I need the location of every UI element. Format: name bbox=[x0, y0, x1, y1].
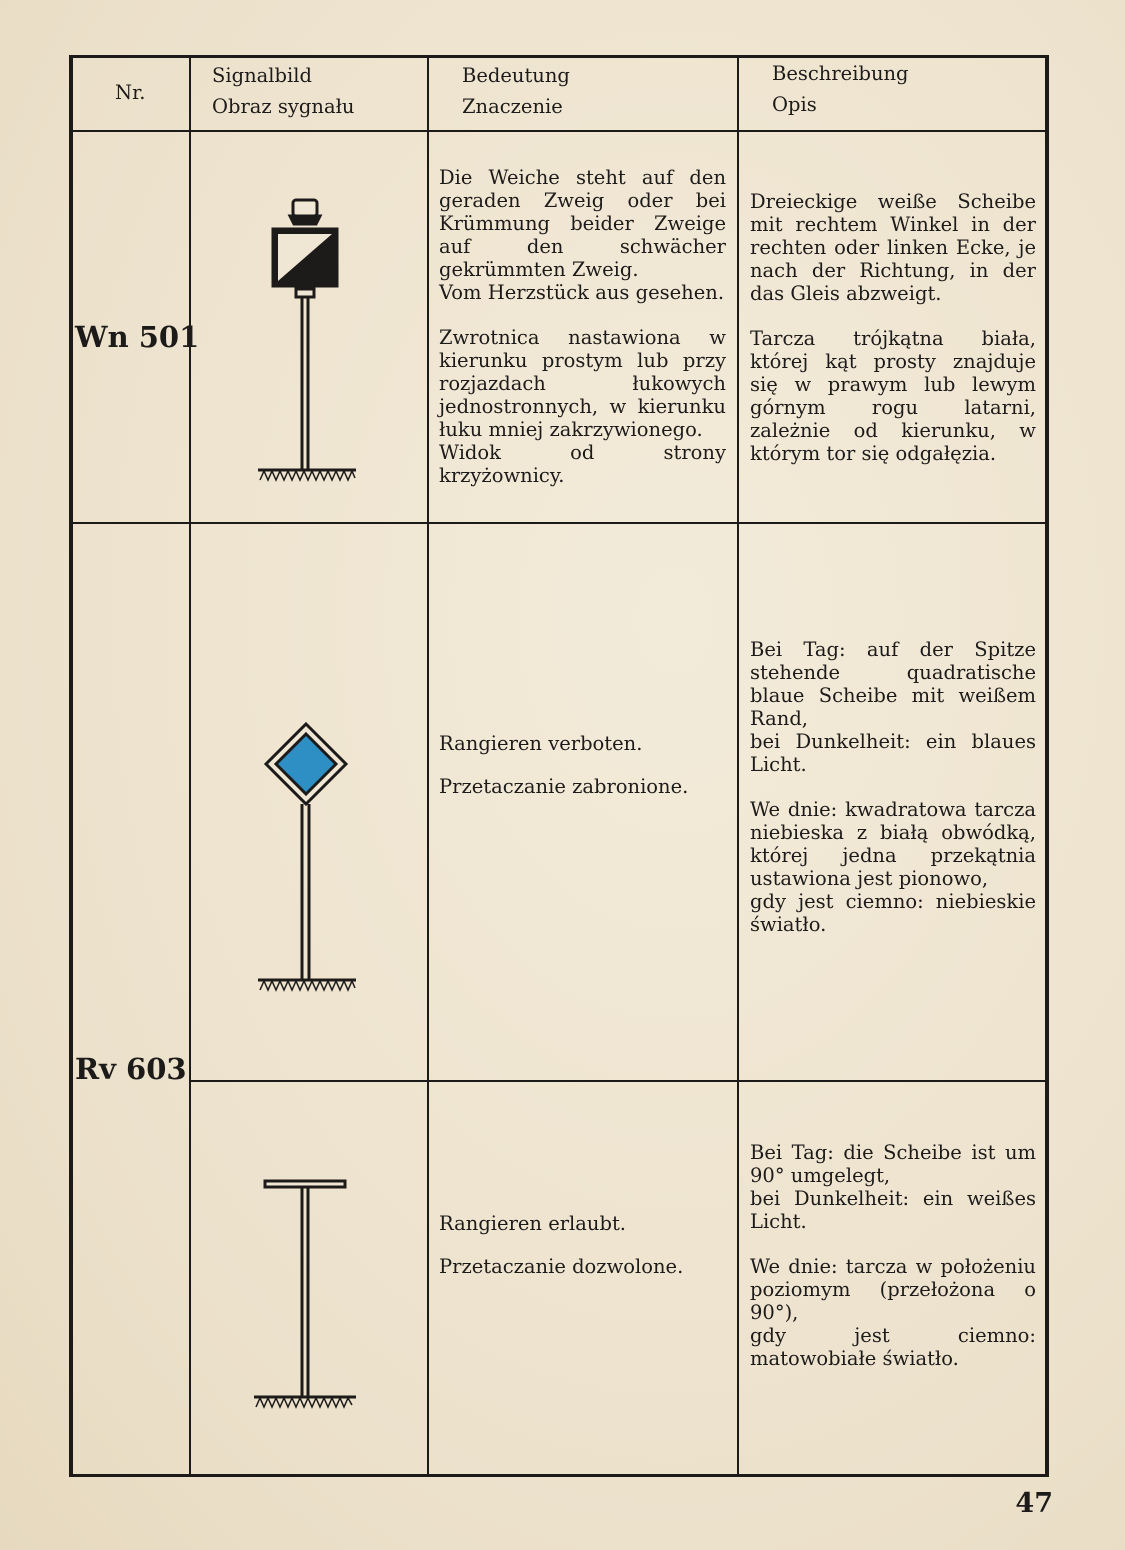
header-signalbild-de: Signalbild bbox=[212, 64, 312, 87]
row1-bedeutung-pl: Zwrotnica nastawiona w kierunku prostym lub przy rozjazdach łukowych jednostronnych, w kierunku łuku mniej zakrzywionego. Widok od strony krzyżownicy. bbox=[439, 326, 726, 487]
row-label-rv603: Rv 603 bbox=[75, 1052, 187, 1086]
row-divider-1 bbox=[73, 522, 1045, 524]
header-beschreibung-de: Beschreibung bbox=[772, 62, 909, 85]
row3-beschreibung bbox=[750, 1141, 1036, 1370]
header-nr: Nr. bbox=[115, 81, 146, 104]
row3-bedeutung-de: Rangieren erlaubt. bbox=[439, 1212, 626, 1235]
header-divider bbox=[73, 130, 1045, 132]
row3-bedeutung-pl: Przetaczanie dozwolone. bbox=[439, 1255, 684, 1278]
row3-beschreibung-pl: We dnie: tarcza w położeniu poziomym (przełożona o 90°), gdy jest ciemno: matowobiałe światło. bbox=[750, 1255, 1036, 1370]
horizontal-disc-signal-icon bbox=[250, 1175, 365, 1420]
row-divider-2 bbox=[189, 1080, 1045, 1082]
page-number: 47 bbox=[1015, 1488, 1053, 1519]
col-divider-2 bbox=[427, 58, 429, 1474]
row3-bedeutung bbox=[439, 1212, 726, 1278]
header-signalbild-pl: Obraz sygnału bbox=[212, 95, 355, 118]
row2-bedeutung-pl: Przetaczanie zabronione. bbox=[439, 775, 689, 798]
header-beschreibung-pl: Opis bbox=[772, 93, 817, 116]
row1-bedeutung bbox=[439, 166, 726, 487]
row2-beschreibung bbox=[750, 638, 1036, 936]
row1-beschreibung-pl: Tarcza trójkątna biała, której kąt prosty znajduje się w prawym lub lewym górnym rogu latarni, zależnie od kierunku, w którym tor się odgałęzia. bbox=[750, 327, 1036, 465]
row2-bedeutung-de: Rangieren verboten. bbox=[439, 732, 643, 755]
col-divider-1 bbox=[189, 58, 191, 1474]
blue-diamond-signal-icon bbox=[250, 718, 365, 998]
row2-beschreibung-de: Bei Tag: auf der Spitze stehende quadratische blaue Scheibe mit weißem Rand, bei Dunkelheit: ein blaues Licht. bbox=[750, 638, 1036, 776]
col-divider-3 bbox=[737, 58, 739, 1474]
row-label-wn501: Wn 501 bbox=[75, 320, 200, 354]
row2-bedeutung bbox=[439, 732, 726, 798]
header-bedeutung-pl: Znaczenie bbox=[462, 95, 563, 118]
row1-beschreibung bbox=[750, 190, 1036, 465]
row1-beschreibung-de: Dreieckige weiße Scheibe mit rechtem Winkel in der rechten oder linken Ecke, je nach der Richtung, in der das Gleis abzweigt. bbox=[750, 190, 1036, 305]
row2-beschreibung-pl: We dnie: kwadratowa tarcza niebieska z białą obwódką, której jedna przekątnia ustawiona jest pionowo, gdy jest ciemno: niebieskie światło. bbox=[750, 798, 1036, 936]
switch-lantern-icon bbox=[250, 190, 365, 490]
row3-beschreibung-de: Bei Tag: die Scheibe ist um 90° umgelegt, bei Dunkelheit: ein weißes Licht. bbox=[750, 1141, 1036, 1233]
header-bedeutung-de: Bedeutung bbox=[462, 64, 570, 87]
row1-bedeutung-de: Die Weiche steht auf den geraden Zweig oder bei Krümmung beider Zweige auf den schwächer gekrümmten Zweig. Vom Herzstück aus gesehen. bbox=[439, 166, 726, 304]
